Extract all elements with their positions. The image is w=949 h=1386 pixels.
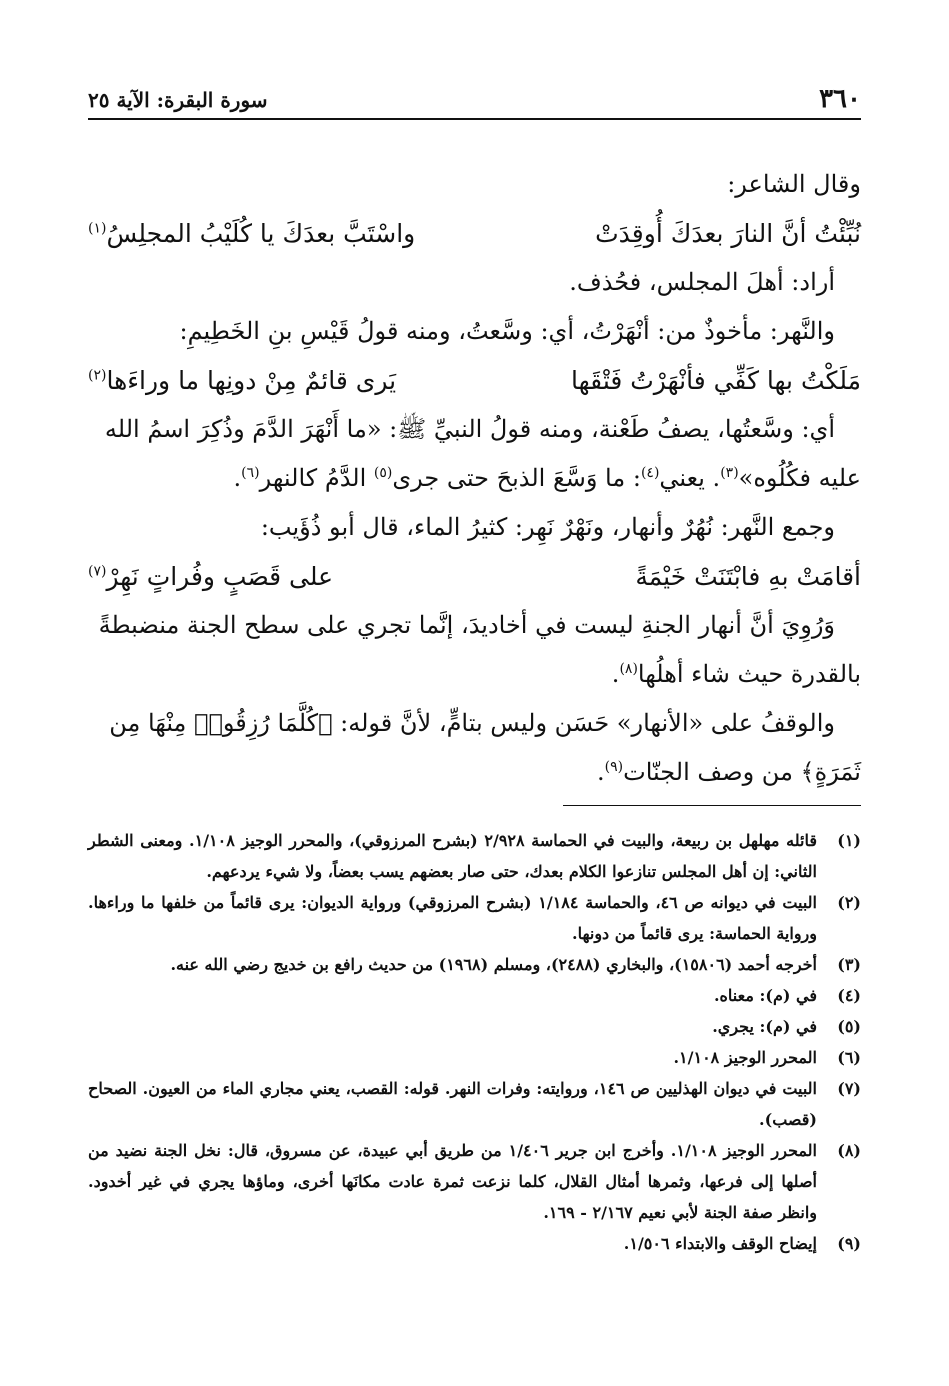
page-header	[88, 84, 861, 120]
footnote-number: (٩)	[837, 1234, 861, 1253]
footnote-marker: (٩)	[604, 759, 624, 775]
text-line: وجمع النَّهر: نُهُرٌ وأنهار، ونَهْرٌ نَهِر: كثيرُ الماء، قال أبو ذُؤَيب:	[260, 513, 835, 541]
main-text	[88, 160, 861, 797]
footnotes	[88, 825, 861, 1259]
verse-first-hemistich: مَلَكْتُ بها كَفِّي فأنْهَرْتُ فَتْقَها	[571, 366, 861, 395]
footnote	[88, 825, 861, 887]
footnote-number: (٥)	[837, 1017, 861, 1036]
footnote-number: (٨)	[837, 1141, 861, 1160]
footnote-text: قائله مهلهل بن ربيعة، والبيت في الحماسة ٢/٩٢٨ (بشرح المرزوقي)، والمحرر الوجيز ١/١٠٨. ومعنى الشطر الثاني: إن أهل المجلس تنازعوا الكلام بعدك، حتى صار بعضهم يسب بعضاً، ولا شيء يردعهم.	[88, 831, 817, 881]
footnote-text: أخرجه أحمد (١٥٨٠٦)، والبخاري (٢٤٨٨)، ومسلم (١٩٦٨) من حديث رافع بن خديج رضي الله عنه.	[170, 955, 817, 974]
text-line: ثَمَرَةٍ﴾ من وصف الجنّات$^{(٩)}$.	[597, 758, 861, 786]
footnote	[88, 1042, 861, 1073]
text-line: عليه فكُلُوه»$^{(٣)}$. يعني$^{(٤)}$: ما وَسَّعَ الذبحَ حتى جرى$^{(٥)}$ الدَّمُ كالنهر$^{(٦)}$.	[233, 464, 861, 492]
footnote-marker: (١)	[88, 220, 107, 237]
footnote-number: (٢)	[837, 893, 861, 912]
poetry-verse	[88, 356, 861, 405]
footnote-text: في (م): يجري.	[712, 1017, 817, 1036]
text-line: بالقدرة حيث شاء أهلُها$^{(٨)}$.	[611, 660, 861, 688]
running-title: سورة البقرة: الآية ٢٥	[88, 88, 268, 112]
footnote-marker: (٧)	[88, 563, 107, 580]
poetry-verse	[88, 209, 861, 258]
text-line: أي: وسَّعتُها، يصفُ طَعْنة، ومنه قولُ النبيِّ ﷺ: «ما أَنْهَرَ الدَّمَ وذُكِرَ اسمُ الله	[104, 415, 835, 443]
footnote-separator	[563, 805, 861, 806]
text-line: أراد: أهلَ المجلس، فحُذف.	[569, 268, 835, 296]
verse-first-hemistich: أقامَتْ بهِ فابْتَنَتْ خَيْمَةً	[635, 562, 861, 591]
footnote-number: (١)	[837, 831, 861, 850]
poetry-verse	[88, 552, 861, 601]
footnote-number: (٤)	[837, 986, 861, 1005]
footnote-text: المحرر الوجيز ١/١٠٨.	[673, 1048, 817, 1067]
footnote-marker: (٨)	[619, 661, 638, 677]
footnote	[88, 1011, 861, 1042]
footnote-text: البيت في ديوانه ص ٤٦، والحماسة ١/١٨٤ (بشرح المرزوقي) ورواية الديوان: يرى قائماً من خلفها ما وراءها. ورواية الحماسة: يرى قائماً من دونها.	[88, 893, 817, 943]
footnote	[88, 980, 861, 1011]
footnote	[88, 1228, 861, 1259]
footnote	[88, 887, 861, 949]
footnote	[88, 1135, 861, 1228]
footnote-text: في (م): معناه.	[713, 986, 817, 1005]
footnote-number: (٣)	[837, 955, 861, 974]
text-line: وقال الشاعر:	[727, 170, 861, 198]
verse-second-hemistich: على قَصَبٍ وفُراتٍ نَهِرْ$^{(٧)}$	[88, 562, 334, 591]
footnote-marker: (٤)	[640, 465, 660, 481]
footnote-number: (٦)	[837, 1048, 861, 1067]
footnote-number: (٧)	[837, 1079, 861, 1098]
footnote-marker: (٣)	[720, 465, 739, 481]
footnote-marker: (٥)	[373, 465, 393, 481]
footnote-marker: (٢)	[88, 367, 107, 384]
verse-second-hemistich: يَرى قائمٌ مِنْ دونِها ما وراءَها$^{(٢)}$	[88, 366, 397, 395]
footnote-text: إيضاح الوقف والابتداء ١/٥٠٦.	[623, 1234, 817, 1253]
footnote-marker: (٦)	[241, 465, 260, 481]
text-line: وَرُوِيَ أنَّ أنهار الجنةِ ليست في أخاديدَ، إنَّما تجري على سطح الجنة منضبطةً	[98, 611, 835, 639]
verse-second-hemistich: واسْتَبَّ بعدَكَ يا كُلَيْبُ المجلِسُ$^{(١)}$	[88, 219, 416, 248]
text-line: والنَّهر: مأخوذٌ من: أنْهَرْتُ، أي: وسَّعتُ، ومنه قولُ قَيْسِ بنِ الخَطِيمِ:	[179, 317, 835, 345]
text-line: والوقفُ على «الأنهار» حَسَن وليس بتامٍّ، لأنَّ قوله: ﴿كُلَّمَا رُزِقُوا۟ مِنْهَا مِن	[109, 709, 835, 737]
footnote	[88, 949, 861, 980]
footnote-text: المحرر الوجيز ١/١٠٨. وأخرج ابن جرير ١/٤٠٦ من طريق أبي عبيدة، عن مسروق، قال: نخل الجنة نضيد من أصلها إلى فرعها، وثمرها أمثال القلال، كلما نزعت ثمرة عادت مكانَها أخرى، وماؤها يجري في غير أخدود. وانظر صفة الجنة لأبي نعيم ٢/١٦٧ - ١٦٩.	[88, 1141, 817, 1222]
verse-first-hemistich: نُبِّئْتُ أنَّ النارَ بعدَكَ أُوقِدَتْ	[595, 219, 861, 248]
footnote-text: البيت في ديوان الهذليين ص ١٤٦، وروايته: وفرات النهر. قوله: القصب، يعني مجاري الماء من العيون. الصحاح (قصب).	[88, 1079, 818, 1129]
page-number: ٣٦٠	[819, 84, 861, 114]
footnote	[88, 1073, 861, 1135]
